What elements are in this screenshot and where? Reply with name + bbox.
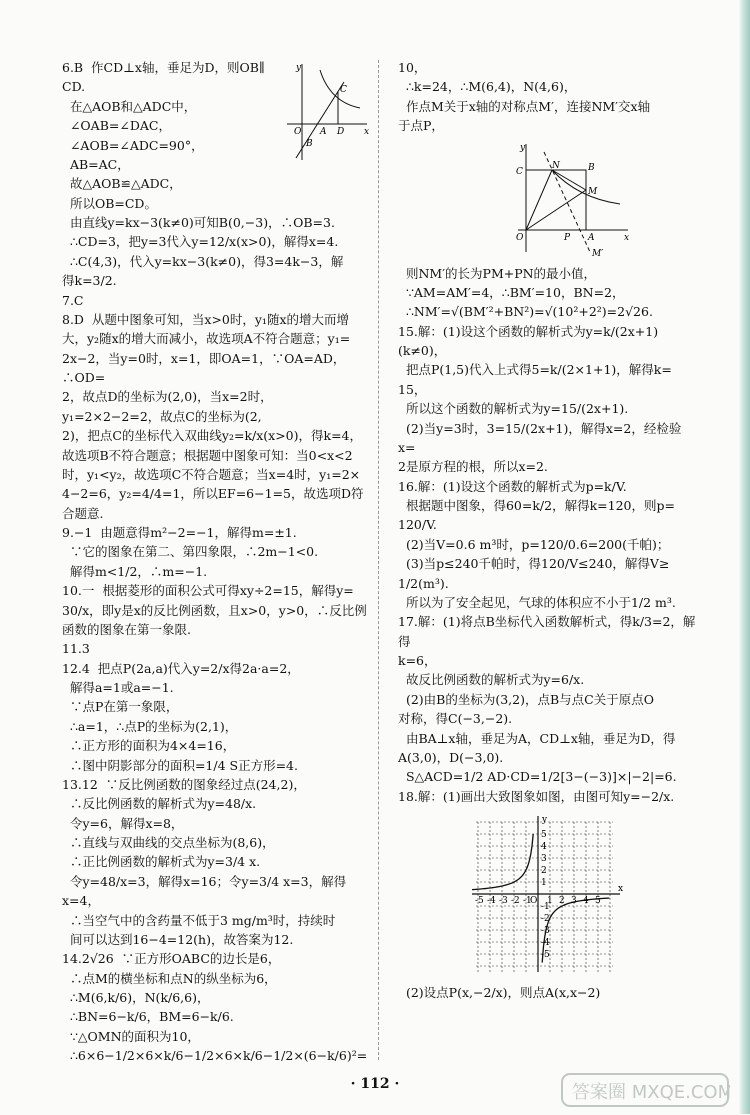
text-line: 8.D 从题中图象可知，当x>0时，y₁随x的增大而增 — [62, 311, 349, 327]
svg-text:N: N — [552, 160, 560, 171]
svg-text:D: D — [337, 127, 345, 137]
text-line: 故△AOB≌△ADC， — [62, 176, 182, 192]
svg-text:O: O — [294, 127, 302, 137]
svg-text:A: A — [588, 232, 595, 243]
text-line: 解得m<1/2，∴m=−1. — [62, 563, 208, 579]
text-line: 7.C — [62, 292, 84, 308]
svg-text:-5: -5 — [475, 896, 484, 906]
svg-text:2: 2 — [541, 866, 547, 876]
svg-text:O: O — [530, 896, 538, 906]
text-line: A(3,0)，D(−3,0). — [398, 749, 504, 765]
text-line: 2)，把点C的坐标代入双曲线y₂=k/x(x>0)，得k=4， — [62, 428, 363, 444]
text-line: 由BA⊥x轴，垂足为A，CD⊥x轴，垂足为D，得 — [398, 730, 676, 746]
text-line: 间可以达到16−4=12(h)，故答案为12. — [62, 931, 294, 947]
text-line: 解得a=1或a=−1. — [62, 680, 174, 695]
text-line: ∵点P在第一象限， — [62, 699, 179, 715]
text-line: 12.4 把点P(2a,a)代入y=2/x得2a·a=2， — [62, 660, 300, 676]
text-line: ∴a=1，∴点P的坐标为(2,1)， — [62, 718, 238, 734]
page-edge-bar — [738, 0, 750, 1114]
svg-text:O: O — [516, 232, 524, 243]
svg-text:1: 1 — [541, 878, 547, 888]
text-line: ∴M(6,k/6)，N(k/6,6)， — [62, 990, 210, 1005]
svg-text:B: B — [588, 162, 595, 173]
text-line: CD. — [62, 79, 86, 95]
text-line: ∴图中阴影部分的面积=1/4 S正方形=4. — [62, 757, 298, 773]
text-line: ∵它的图象在第二、第四象限，∴2m−1<0. — [62, 544, 319, 560]
text-line: 根据题中图象，得60=k/2，解得k=120，则p= — [398, 498, 675, 513]
svg-text:4: 4 — [583, 896, 589, 906]
text-line: 函数的图象在第一象限. — [62, 621, 191, 637]
text-line: 2是原方程的根，所以x=2. — [398, 459, 548, 475]
text-line: 作点M关于x轴的对称点M′，连接NM′交x轴 — [398, 98, 651, 114]
svg-text:-1: -1 — [523, 896, 532, 906]
svg-text:C: C — [516, 166, 523, 177]
text-line: 1/2(m³). — [398, 575, 449, 591]
text-line: ∴正方形的面积为4×4=16， — [62, 738, 236, 754]
text-line: 4−2=6，y₂=4/4=1，所以EF=6−1=5，故选项D符 — [62, 486, 364, 502]
text-line: (2)当y=3时，3=15/(2x+1)，解得x=2，经检验x= — [398, 420, 682, 455]
text-line: (2)当V=0.6 m³时，p=120/0.6=200(千帕)； — [398, 536, 670, 552]
text-line: 时，y₁<y₂，故选项C不符合题意；当x=4时，y₁=2× — [62, 466, 361, 482]
svg-text:3: 3 — [571, 896, 577, 906]
text-line: 故反比例函数的解析式为y=6/x. — [398, 672, 585, 688]
text-line: ∴C(4,3)，代入y=kx−3(k≠0)，得3=4k−3，解 — [62, 253, 344, 269]
text-line: 于点P， — [398, 118, 444, 134]
svg-text:1: 1 — [547, 896, 553, 906]
text-line: 令y=48/x=3，解得x=16；令y=3/4 x=3，解得 — [62, 873, 347, 889]
text-line: ∵△OMN的面积为10， — [62, 1028, 200, 1044]
text-line: 6.B 作CD⊥x轴，垂足为D，则OB∥ — [62, 60, 265, 75]
text-line: ∴BN=6−k/6，BM=6−k/6. — [62, 1009, 234, 1025]
svg-text:x: x — [624, 232, 630, 243]
text-line: 15.解：(1)设这个函数的解析式为y=k/(2x+1)(k≠0)， — [398, 323, 659, 358]
text-line: 所以OB=CD。 — [62, 195, 157, 211]
text-line: 13.12 ∵反比例函数的图象经过点(24,2)， — [62, 776, 306, 792]
svg-text:P: P — [564, 232, 571, 243]
q14-figure — [508, 140, 638, 260]
svg-text:-5: -5 — [541, 950, 550, 960]
text-line: 10， — [398, 60, 427, 75]
svg-text:-2: -2 — [511, 896, 520, 906]
watermark-logo — [560, 1070, 730, 1110]
text-line: 14.2√26 ∵正方形OABC的边长是6， — [62, 951, 281, 967]
text-line: 2，故点D的坐标为(2,0)，当x=2时，y₁=2×2−2=2，故点C的坐标为(2, — [62, 389, 273, 424]
text-line: 2x−2，当y=0时，x=1，即OA=1，∵OA=AD，∴OD= — [62, 350, 346, 385]
text-line: 得k=3/2. — [62, 273, 117, 289]
text-line: 30/x，即y是x的反比例函数，且x>0，y>0，∴反比例 — [62, 602, 367, 618]
text-line: ∴反比例函数的解析式为y=48/x. — [62, 796, 257, 812]
svg-text:3: 3 — [541, 854, 547, 864]
text-line: 在△AOB和△ADC中， — [62, 98, 197, 114]
text-line: ∴6×6−1/2×6×k/6−1/2×6×k/6−1/2×(6−k/6)²= — [62, 1048, 368, 1064]
text-line: 10.一 根据菱形的面积公式可得xy÷2=15，解得y= — [62, 583, 354, 599]
svg-text:2: 2 — [559, 896, 565, 906]
text-line: ∴NM′=√(BM′²+BN²)=√(10²+2²)=2√26. — [398, 304, 653, 320]
text-line: ∴CD=3，把y=3代入y=12/x(x>0)，解得x=4. — [62, 234, 339, 250]
text-line: ∴正比例函数的解析式为y=3/4 x. — [62, 854, 261, 870]
text-line: 合题意. — [62, 505, 104, 521]
text-line: 对称，得C(−3,−2). — [398, 711, 513, 727]
text-line: 则NM′的长为PM+PN的最小值， — [398, 265, 597, 281]
text-line: (3)当p≤240千帕时，得120/V≤240，解得V≥ — [398, 556, 670, 572]
text-line: ∠OAB=∠DAC， — [62, 118, 171, 134]
text-line: 15， — [398, 381, 427, 397]
text-line: ∴点M的横坐标和点N的纵坐标为6， — [62, 970, 277, 986]
text-line: (2)设点P(x,−2/x)，则点A(x,x−2) — [398, 985, 601, 1000]
page-number: · 112 · — [350, 1076, 400, 1092]
svg-text:-2: -2 — [541, 914, 550, 924]
text-line: ∴k=24，∴M(6,4)，N(4,6)， — [398, 79, 577, 95]
text-line: 把点P(1,5)代入上式得5=k/(2×1+1)，解得k= — [398, 362, 672, 378]
svg-text:B: B — [306, 139, 313, 149]
text-line: x=4， — [62, 893, 100, 909]
text-line: 120/V. — [398, 517, 437, 533]
svg-text:-4: -4 — [541, 938, 550, 948]
text-line: 16.解：(1)设这个函数的解析式为p=k/V. — [398, 478, 627, 494]
text-line: 18.解：(1)画出大致图象如图，由图可知y=−2/x. — [398, 788, 675, 804]
svg-text:x: x — [618, 884, 624, 894]
svg-text:-4: -4 — [487, 896, 496, 906]
svg-text:A: A — [320, 127, 327, 137]
svg-text:y: y — [520, 142, 526, 153]
svg-text:-3: -3 — [541, 926, 550, 936]
text-line: 所以这个函数的解析式为y=15/(2x+1). — [398, 401, 629, 417]
text-line: AB=AC， — [62, 156, 130, 172]
text-line: 11.3 — [62, 641, 90, 657]
text-line: 令y=6，解得x=8， — [62, 815, 184, 831]
text-line: k=6， — [398, 653, 437, 668]
q6-figure — [282, 62, 372, 162]
svg-text:5: 5 — [595, 896, 601, 906]
right-column — [398, 58, 698, 1002]
svg-text:-3: -3 — [499, 896, 508, 906]
svg-text:M′: M′ — [592, 248, 604, 259]
left-column — [62, 58, 370, 1066]
text-line: 大，y₂随x的增大而减小，故选项A不符合题意；y₁= — [62, 331, 351, 347]
svg-text:C: C — [340, 85, 347, 95]
text-line: 17.解：(1)将点B坐标代入函数解析式，得k/3=2，解得 — [398, 614, 696, 649]
svg-text:-1: -1 — [541, 902, 550, 912]
text-line: (2)由B的坐标为(3,2)，点B与点C关于原点O — [398, 691, 654, 707]
text-line: ∵AM=AM′=4，∴BM′=10，BN=2， — [398, 284, 625, 300]
q18-figure — [468, 812, 628, 977]
svg-text:x: x — [364, 127, 370, 137]
text-line: 所以为了安全起见，气球的体积应不小于1/2 m³. — [398, 594, 676, 610]
svg-text:4: 4 — [541, 842, 547, 852]
text-line: 故选项B不符合题意；根据题中图象可知：当0<x<2 — [62, 447, 353, 463]
svg-text:y: y — [296, 63, 302, 73]
svg-text:答案圈 MXQE.COM: 答案圈 MXQE.COM — [572, 1082, 730, 1103]
text-line: 由直线y=kx−3(k≠0)可知B(0,−3)，∴OB=3. — [62, 215, 335, 230]
text-line: 9.−1 由题意得m²−2=−1，解得m=±1. — [62, 525, 297, 540]
svg-text:5: 5 — [541, 830, 547, 840]
text-line: ∴当空气中的含药量不低于3 mg/m³时，持续时 — [62, 912, 336, 928]
svg-text:y: y — [542, 815, 548, 825]
text-line: ∴直线与双曲线的交点坐标为(8,6)， — [62, 835, 275, 850]
text-line: ∠AOB=∠ADC=90°， — [62, 137, 204, 153]
svg-text:M: M — [588, 186, 598, 197]
column-divider — [378, 60, 379, 1060]
text-line: S△ACD=1/2 AD·CD=1/2[3−(−3)]×|−2|=6. — [398, 769, 677, 785]
